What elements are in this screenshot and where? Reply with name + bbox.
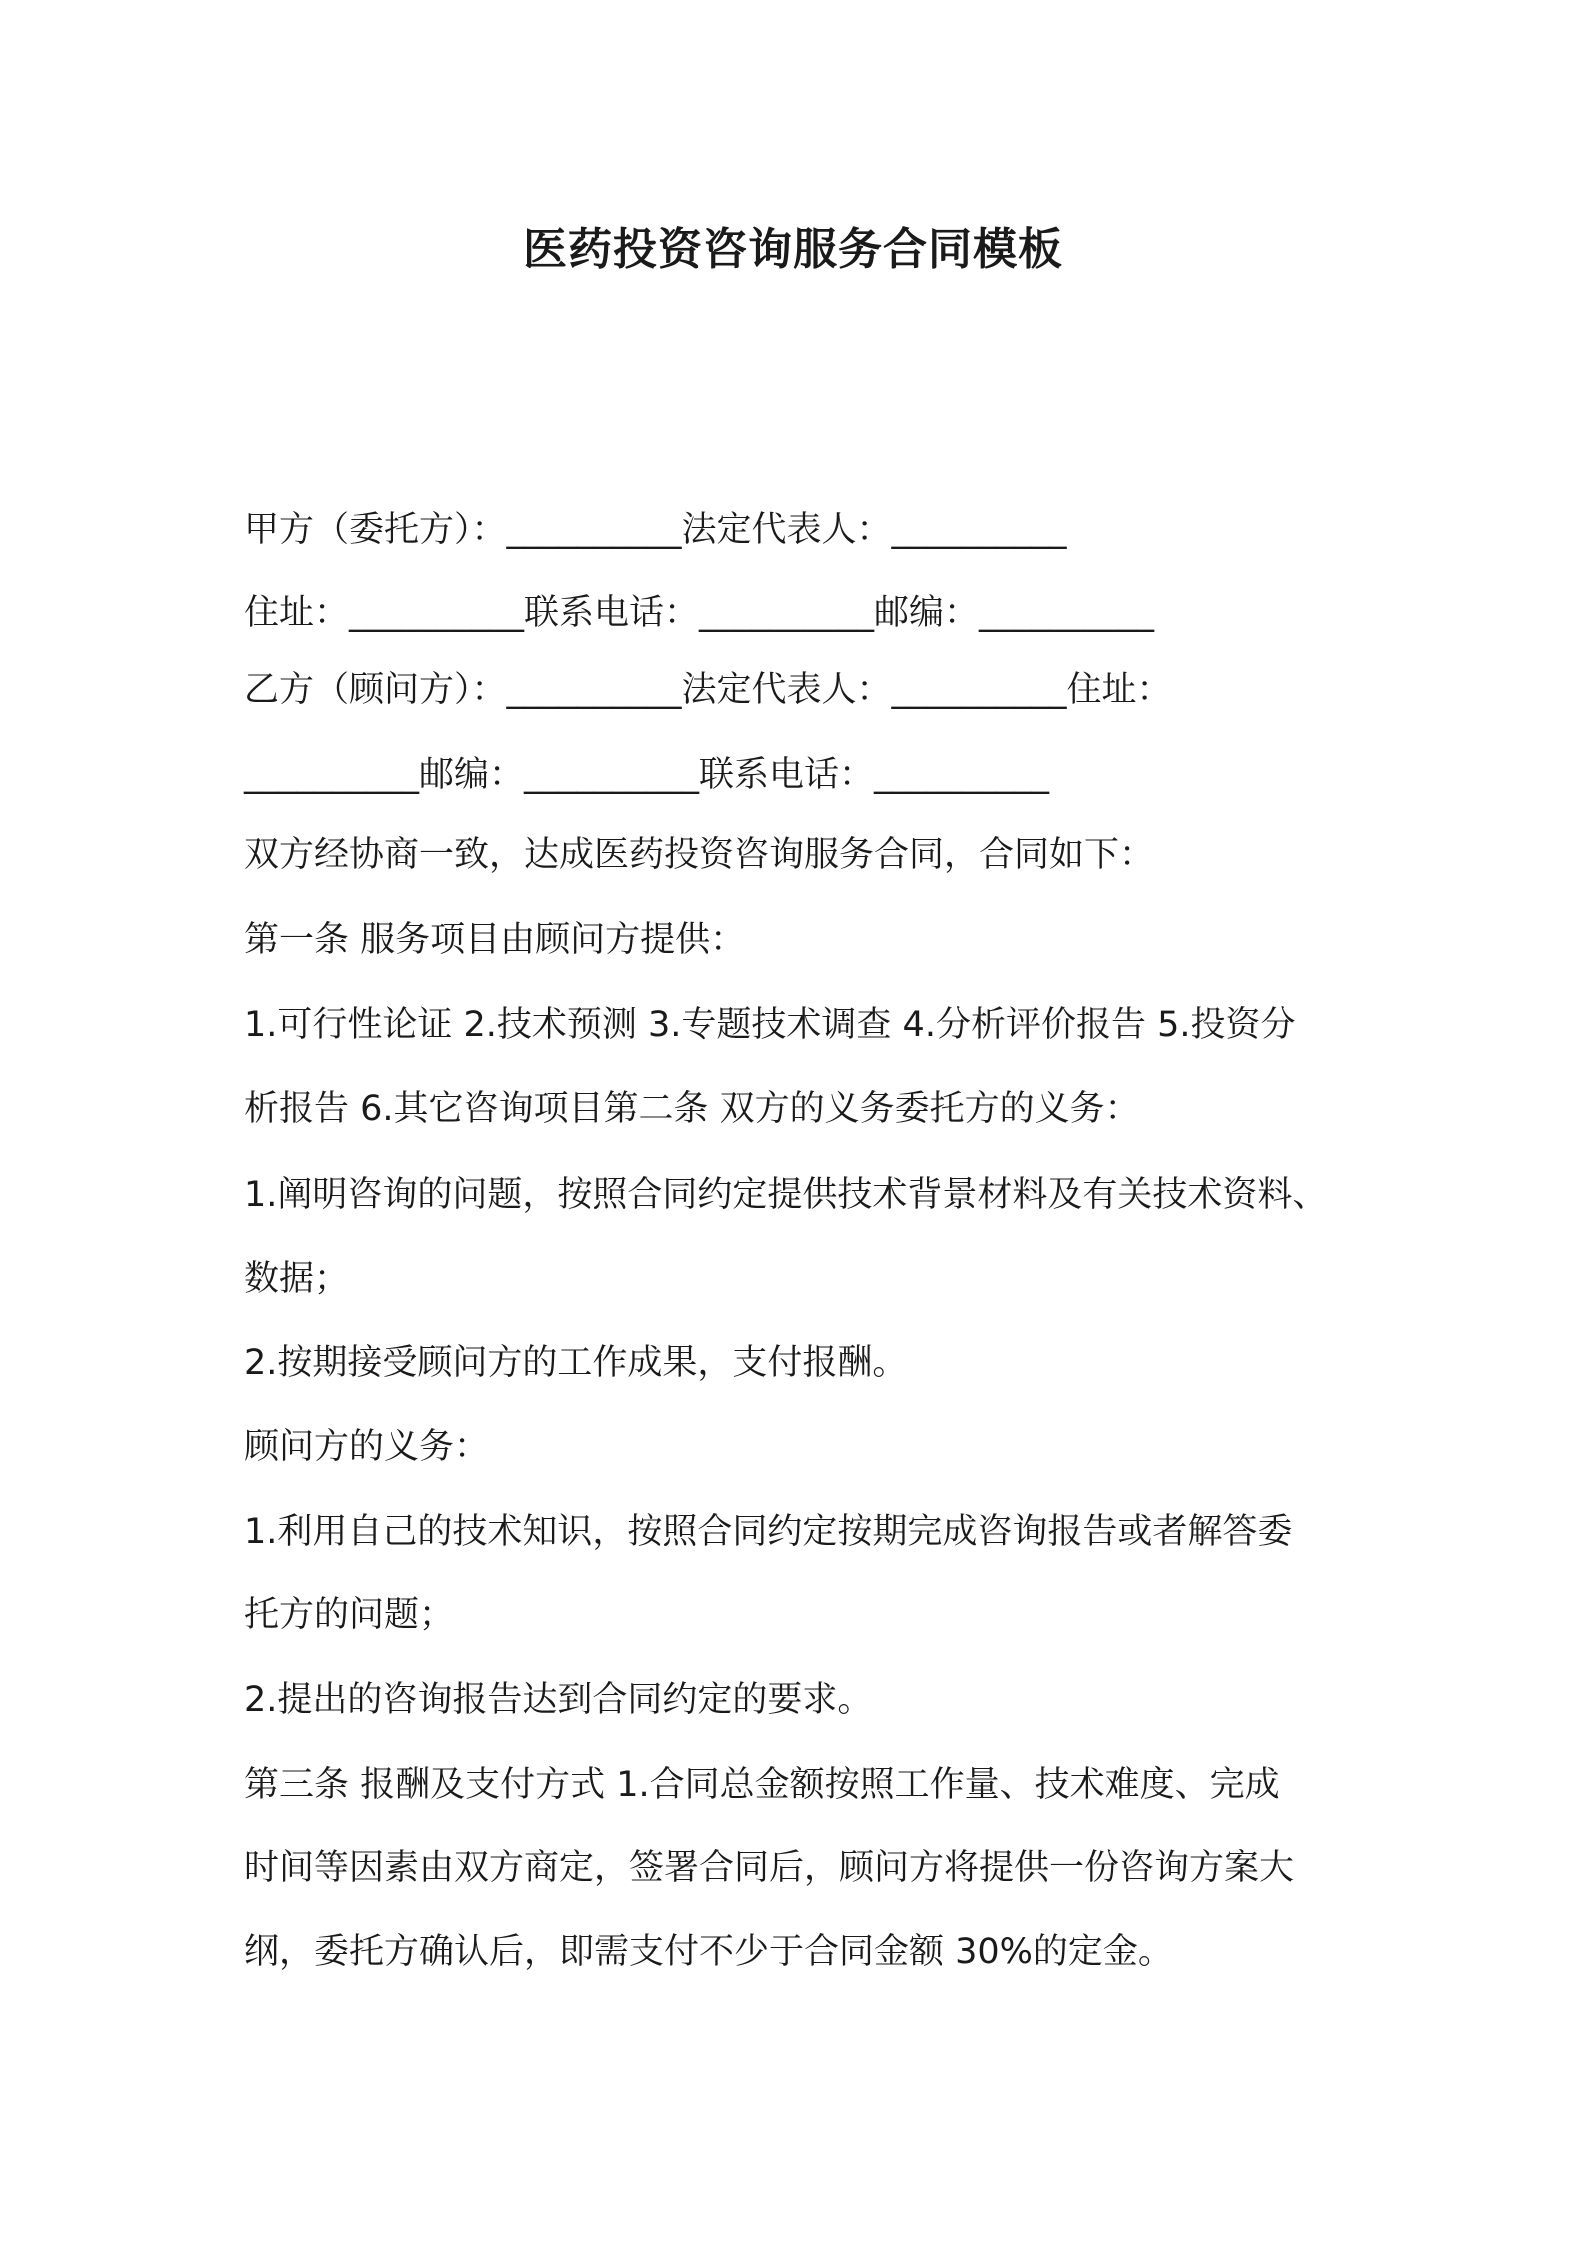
consultant-duty-2: 2.提出的咨询报告达到合同约定的要求。 xyxy=(244,1680,873,1720)
client-duty-2: 2.按期接受顾问方的工作成果，支付报酬。 xyxy=(244,1343,908,1383)
party-b-line: 乙方（顾问方）：__________法定代表人：__________住址： xyxy=(244,670,1172,710)
party-a-line: 甲方（委托方）：__________法定代表人：__________ xyxy=(244,510,1067,550)
service-items-line-2: 析报告 6.其它咨询项目第二条 双方的义务委托方的义务： xyxy=(244,1089,1140,1129)
article-3-line-2: 时间等因素由双方商定，签署合同后，顾问方将提供一份咨询方案大 xyxy=(244,1848,1295,1888)
agreement-intro: 双方经协商一致，达成医药投资咨询服务合同，合同如下： xyxy=(244,835,1155,875)
article-3-line-3: 纲，委托方确认后，即需支付不少于合同金额 30%的定金。 xyxy=(244,1932,1173,1972)
client-duty-1-line-1: 1.阐明咨询的问题，按照合同约定提供技术背景材料及有关技术资料、 xyxy=(244,1175,1328,1215)
client-duty-1-line-2: 数据； xyxy=(244,1259,350,1299)
document-title: 医药投资咨询服务合同模板 xyxy=(523,224,1063,275)
service-items-line-1: 1.可行性论证 2.技术预测 3.专题技术调查 4.分析评价报告 5.投资分 xyxy=(244,1005,1296,1045)
party-a-address-line: 住址：__________联系电话：__________邮编：__________ xyxy=(244,593,1155,633)
article-1-heading: 第一条 服务项目由顾问方提供： xyxy=(244,920,746,960)
consultant-duty-1-line-1: 1.利用自己的技术知识，按照合同约定按期完成咨询报告或者解答委 xyxy=(244,1512,1293,1552)
consultant-duties-heading: 顾问方的义务： xyxy=(244,1427,490,1467)
party-b-contact-line: __________邮编：__________联系电话：__________ xyxy=(244,755,1050,795)
consultant-duty-1-line-2: 托方的问题； xyxy=(244,1595,455,1635)
article-3-line-1: 第三条 报酬及支付方式 1.合同总金额按照工作量、技术难度、完成 xyxy=(244,1765,1280,1805)
